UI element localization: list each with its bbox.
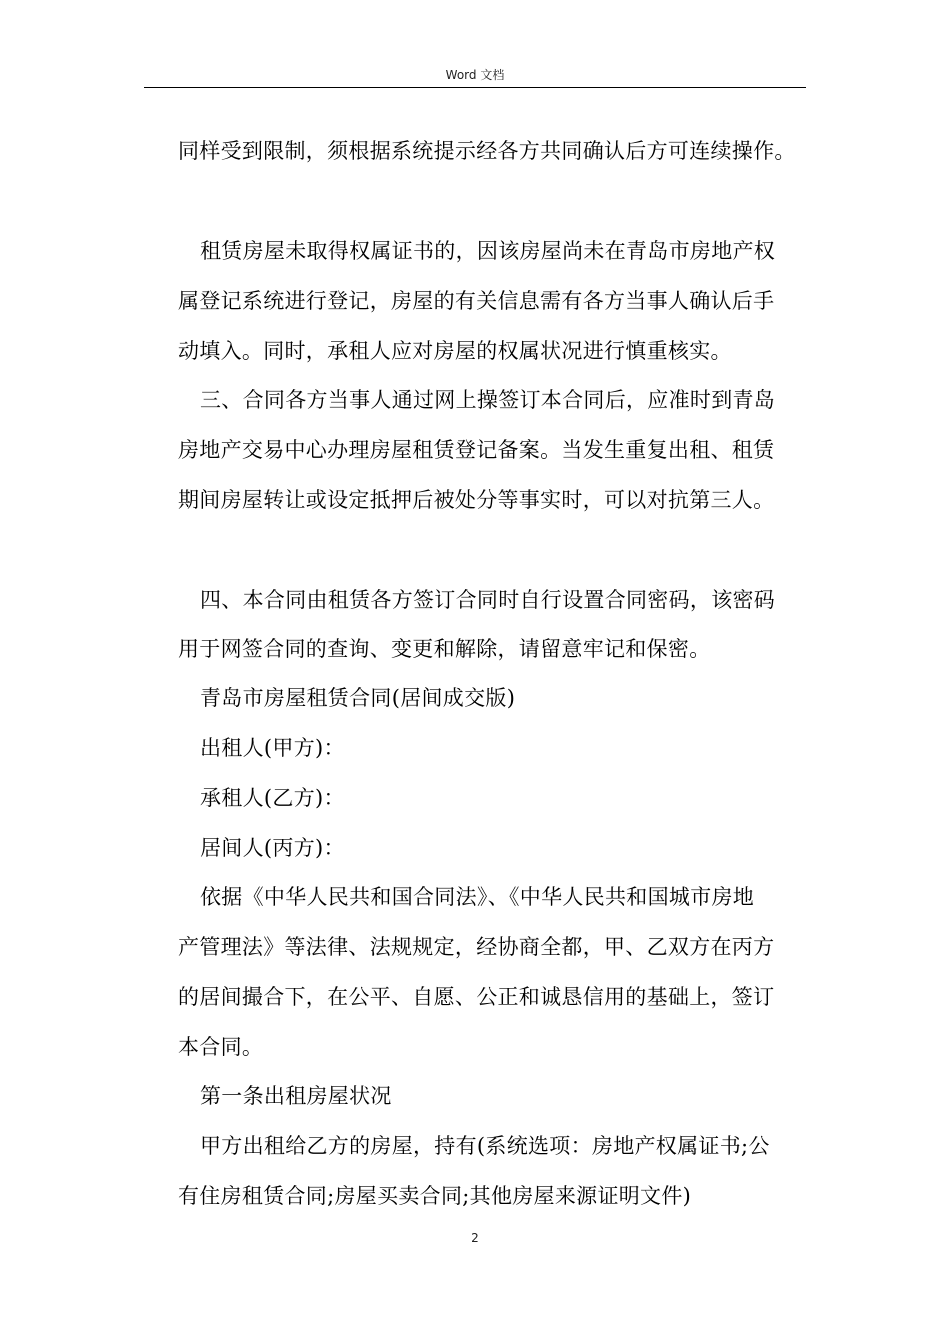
article-heading: 第一条出租房屋状况 [200,1084,392,1108]
paragraph-line: 期间房屋转让或设定抵押后被处分等事实时，可以对抗第三人。 [178,488,775,512]
paragraph-line: 租赁房屋未取得权属证书的，因该房屋尚未在青岛市房地产权 [200,239,776,263]
paragraph-line: 依据《中华人民共和国合同法》、《中华人民共和国城市房地 [200,885,755,909]
paragraph-line: 甲方出租给乙方的房屋，持有(系统选项：房地产权属证书;公 [200,1134,770,1158]
paragraph-line: 产管理法》等法律、法规规定，经协商全都，甲、乙双方在丙方 [178,935,775,959]
paragraph-line: 有住房租赁合同;房屋买卖合同;其他房屋来源证明文件) [178,1184,692,1208]
page-number: 2 [471,1231,479,1245]
paragraph-line: 四、本合同由租赁各方签订合同时自行设置合同密码，该密码 [200,588,776,612]
paragraph-line: 动填入。同时，承租人应对房屋的权属状况进行慎重核实。 [178,339,732,363]
header-divider [144,87,806,88]
paragraph-line: 的居间撮合下，在公平、自愿、公正和诚恳信用的基础上，签订 [178,985,775,1009]
contract-title: 青岛市房屋租赁合同(居间成交版) [200,686,516,710]
paragraph-line: 同样受到限制，须根据系统提示经各方共同确认后方可连续操作。 [178,139,796,163]
party-b-line: 承租人(乙方)： [200,786,345,810]
paragraph-line: 用于网签合同的查询、变更和解除，请留意牢记和保密。 [178,637,711,661]
paragraph-line: 属登记系统进行登记，房屋的有关信息需有各方当事人确认后手 [178,289,775,313]
party-c-line: 居间人(丙方)： [200,836,345,860]
page-header: Word 文档 [445,68,505,82]
party-a-line: 出租人(甲方)： [200,736,345,760]
paragraph-line: 本合同。 [178,1035,264,1059]
paragraph-line: 三、合同各方当事人通过网上操签订本合同后，应准时到青岛 [200,388,776,412]
paragraph-line: 房地产交易中心办理房屋租赁登记备案。当发生重复出租、租赁 [178,438,775,462]
